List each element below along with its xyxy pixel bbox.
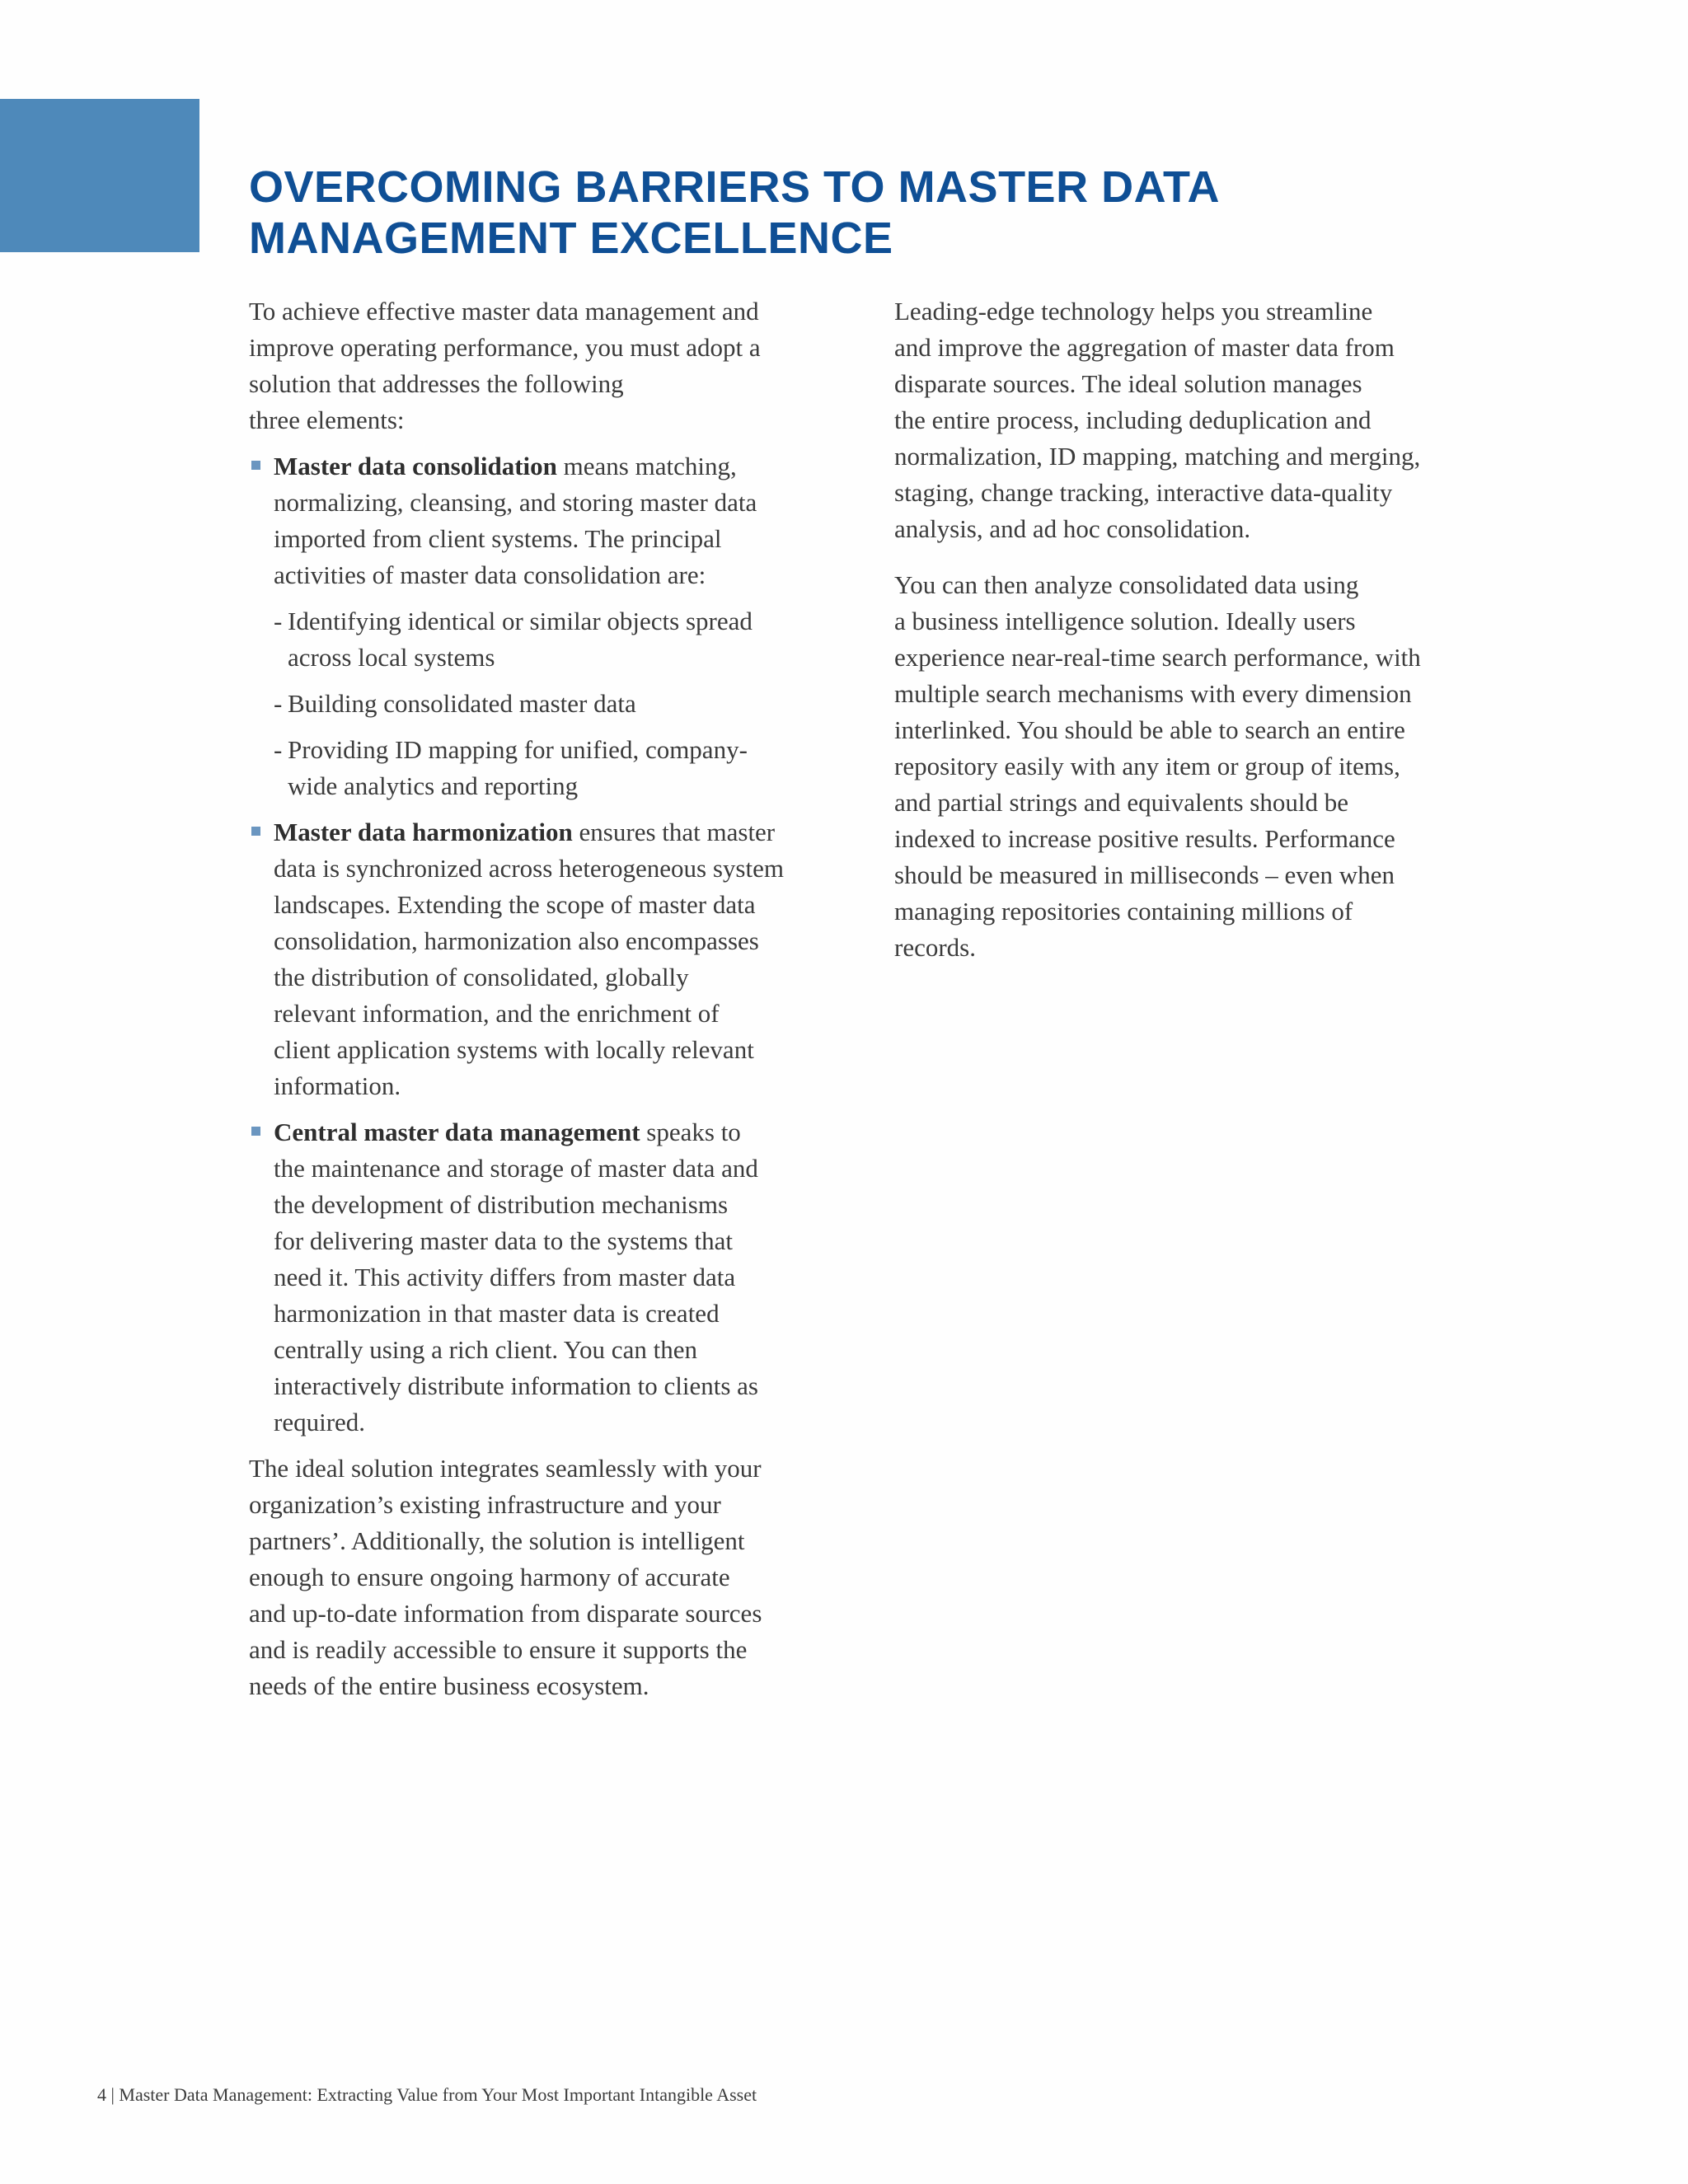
text-line: and is readily accessible to ensure it supports the	[249, 1635, 748, 1664]
text-line: client application systems with locally relevant	[274, 1035, 754, 1064]
text-line: Providing ID mapping for unified, company-	[288, 735, 748, 764]
bullet-text: ensures that master	[572, 818, 776, 846]
text-line: and improve the aggregation of master data from	[894, 333, 1395, 362]
text-line: The ideal solution integrates seamlessly with your	[249, 1454, 762, 1483]
text-line: experience near-real-time search performance, with	[894, 643, 1421, 672]
dash-marker: -	[274, 735, 283, 764]
text-line: the distribution of consolidated, globally	[274, 963, 689, 991]
text-line: information.	[274, 1071, 401, 1100]
text-line: need it. This activity differs from master data	[274, 1263, 736, 1291]
right-column	[894, 293, 1504, 976]
intro-paragraph	[249, 293, 859, 438]
text-line	[274, 814, 859, 851]
text-line: Leading-edge technology helps you streamline	[894, 297, 1373, 326]
square-bullet-icon	[251, 827, 260, 836]
sub-item	[274, 603, 859, 676]
text-line: landscapes. Extending the scope of master data	[274, 890, 756, 919]
text-line: relevant information, and the enrichment of	[274, 999, 720, 1028]
text-line: imported from client systems. The principal	[274, 524, 722, 553]
text-line: normalizing, cleansing, and storing master data	[274, 488, 757, 517]
text-line: for delivering master data to the systems that	[274, 1226, 733, 1255]
text-line: analysis, and ad hoc consolidation.	[894, 514, 1251, 543]
square-bullet-icon	[251, 461, 260, 470]
accent-block	[0, 99, 199, 252]
sub-item	[274, 686, 859, 722]
text-line: indexed to increase positive results. Performance	[894, 824, 1395, 853]
text-line: Building consolidated master data	[288, 689, 636, 718]
dash-marker: -	[274, 607, 283, 635]
page-title-line-1: OVERCOMING BARRIERS TO MASTER DATA	[249, 162, 1221, 212]
footer-separator: |	[110, 2084, 115, 2105]
text-line: Identifying identical or similar objects spread	[288, 607, 753, 635]
text-line: solution that addresses the following	[249, 369, 624, 398]
text-line	[274, 448, 859, 485]
text-line: and up-to-date information from disparate sources	[249, 1599, 762, 1628]
text-line: interlinked. You should be able to search an entire	[894, 715, 1405, 744]
technology-paragraph	[894, 293, 1504, 547]
dash-marker: -	[274, 689, 283, 718]
text-line: data is synchronized across heterogeneous system	[274, 854, 784, 883]
text-line: records.	[894, 933, 976, 962]
left-column	[249, 293, 859, 1714]
footer-document-title: Master Data Management: Extracting Value from Your Most Important Intangible Asset	[119, 2084, 757, 2105]
bullet-central-management	[249, 1114, 859, 1441]
text-line: To achieve effective master data management and	[249, 297, 759, 326]
text-line: staging, change tracking, interactive data-quality	[894, 478, 1393, 507]
bullet-text: means matching,	[556, 452, 737, 480]
text-line: the development of distribution mechanisms	[274, 1190, 729, 1219]
bullet-harmonization	[249, 814, 859, 1104]
closing-paragraph	[249, 1451, 859, 1704]
page-number: 4	[97, 2084, 106, 2105]
sub-item	[274, 732, 859, 804]
sub-list	[249, 603, 859, 804]
text-line: managing repositories containing millions of	[894, 897, 1353, 926]
text-line: consolidation, harmonization also encompasses	[274, 926, 759, 955]
bullet-text: speaks to	[640, 1118, 741, 1146]
text-line: three elements:	[249, 405, 405, 434]
text-line: organization’s existing infrastructure and your	[249, 1490, 721, 1519]
text-line: the maintenance and storage of master data and	[274, 1154, 758, 1183]
text-line: wide analytics and reporting	[288, 771, 579, 800]
text-line	[274, 1114, 859, 1151]
bullet-consolidation	[249, 448, 859, 593]
bullet-term: Central master data management	[274, 1118, 640, 1146]
text-line: activities of master data consolidation are:	[274, 560, 706, 589]
text-line: partners’. Additionally, the solution is intelligent	[249, 1526, 745, 1555]
text-line: should be measured in milliseconds – even when	[894, 860, 1395, 889]
text-line: harmonization in that master data is created	[274, 1299, 720, 1328]
text-line: and partial strings and equivalents should be	[894, 788, 1348, 817]
text-line: a business intelligence solution. Ideally users	[894, 607, 1356, 635]
square-bullet-icon	[251, 1127, 260, 1136]
text-line: You can then analyze consolidated data using	[894, 570, 1359, 599]
text-line: improve operating performance, you must adopt a	[249, 333, 761, 362]
text-line: needs of the entire business ecosystem.	[249, 1671, 649, 1700]
text-line: interactively distribute information to clients as	[274, 1371, 758, 1400]
page-title	[249, 162, 1485, 264]
page-footer	[97, 2083, 757, 2107]
text-line: centrally using a rich client. You can then	[274, 1335, 697, 1364]
bullet-term: Master data consolidation	[274, 452, 557, 480]
text-line: the entire process, including deduplication and	[894, 405, 1372, 434]
text-line: repository easily with any item or group of items,	[894, 752, 1400, 780]
text-line: disparate sources. The ideal solution manages	[894, 369, 1362, 398]
text-line: across local systems	[288, 643, 495, 672]
text-line: multiple search mechanisms with every dimension	[894, 679, 1412, 708]
bullet-term: Master data harmonization	[274, 818, 573, 846]
text-line: enough to ensure ongoing harmony of accurate	[249, 1563, 730, 1591]
text-line: normalization, ID mapping, matching and merging,	[894, 442, 1421, 471]
text-line: required.	[274, 1408, 366, 1436]
analysis-paragraph	[894, 567, 1504, 966]
page-title-line-2: MANAGEMENT EXCELLENCE	[249, 213, 893, 263]
